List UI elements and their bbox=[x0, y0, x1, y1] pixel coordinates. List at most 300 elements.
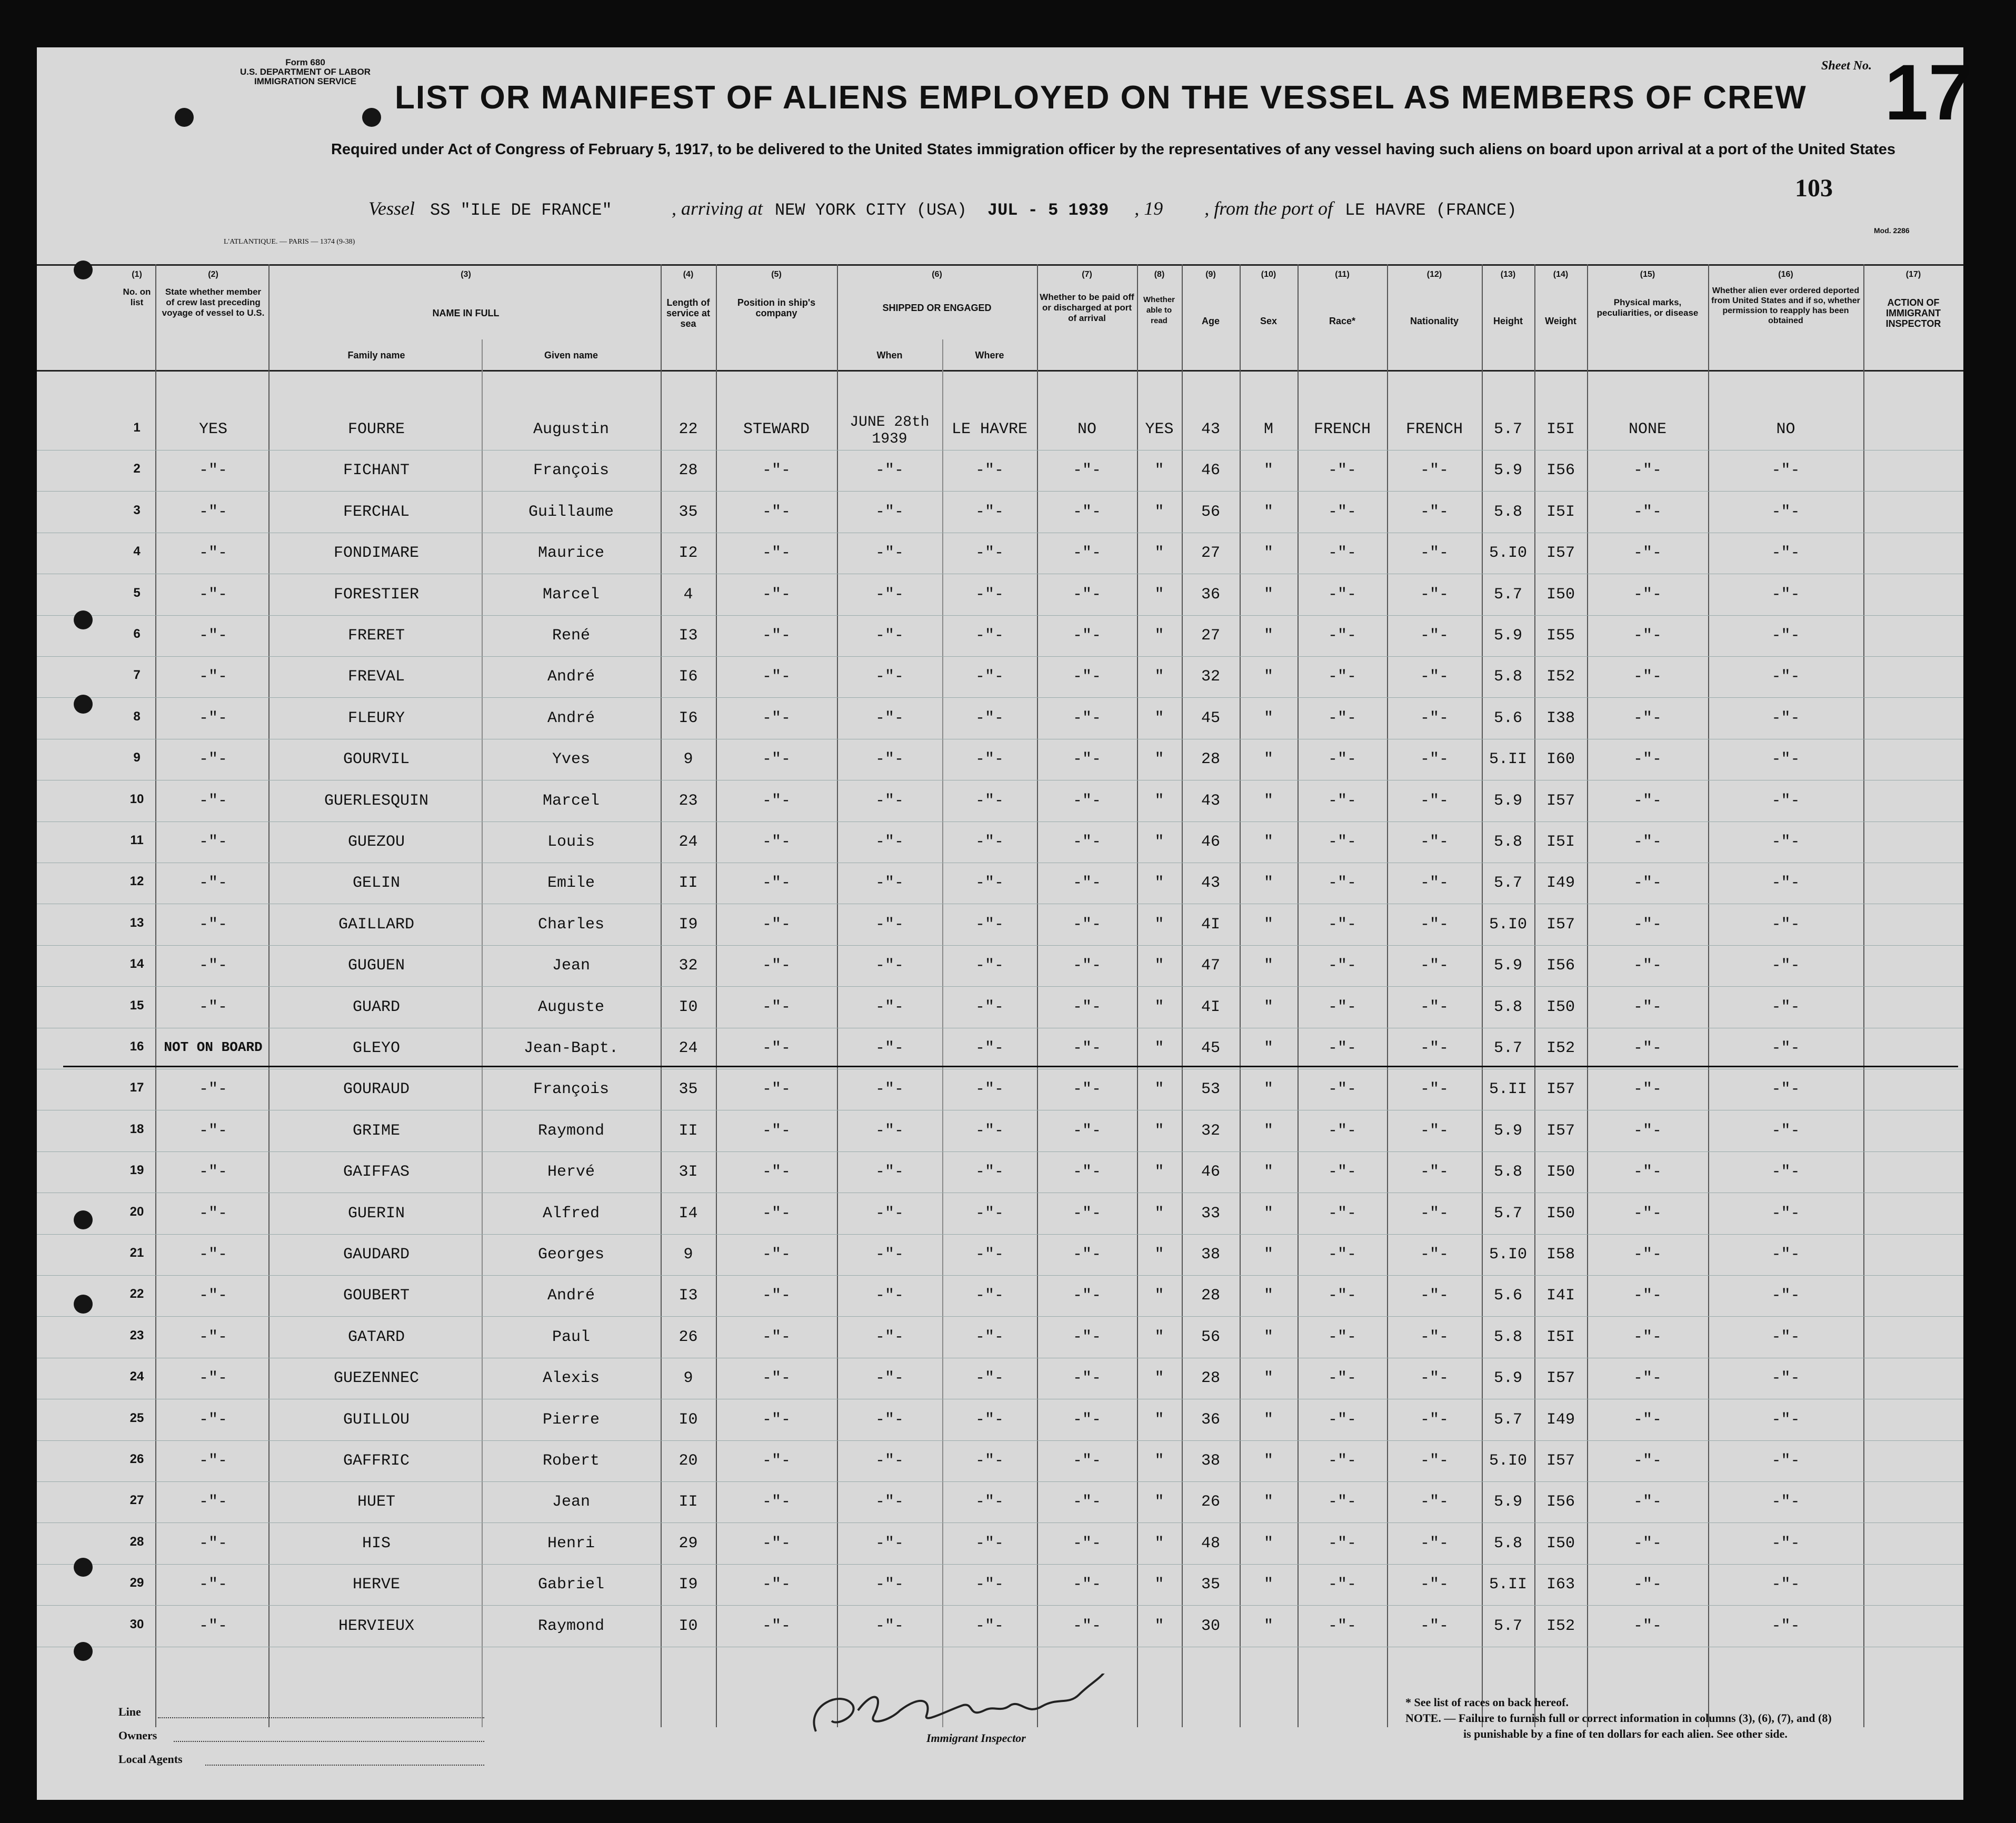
cell-prev: -"- bbox=[198, 915, 227, 934]
table-row bbox=[37, 739, 1963, 780]
cell-service: 9 bbox=[683, 1369, 693, 1388]
cell-where: -"- bbox=[975, 915, 1004, 934]
cell-sex: " bbox=[1263, 1121, 1273, 1140]
cell-family: GLEYO bbox=[352, 1039, 400, 1057]
cell-deported: -"- bbox=[1771, 1328, 1800, 1346]
cell-when: -"- bbox=[875, 1410, 904, 1429]
cell-age: 36 bbox=[1201, 585, 1220, 604]
cell-position: -"- bbox=[762, 1080, 791, 1099]
cell-position: -"- bbox=[762, 1493, 791, 1511]
cell-no: 9 bbox=[133, 750, 141, 765]
cell-nat: -"- bbox=[1420, 1246, 1449, 1264]
cell-deported: -"- bbox=[1771, 750, 1800, 769]
cell-when: -"- bbox=[875, 585, 904, 604]
cell-marks: -"- bbox=[1633, 750, 1662, 769]
cell-prev: -"- bbox=[198, 792, 227, 810]
cell-deported: -"- bbox=[1771, 1246, 1800, 1264]
cell-position: -"- bbox=[762, 709, 791, 727]
cell-age: 28 bbox=[1201, 1369, 1220, 1388]
cell-family: GUARD bbox=[352, 998, 400, 1016]
cell-age: 38 bbox=[1201, 1246, 1220, 1264]
cell-height: 5.9 bbox=[1493, 1121, 1522, 1140]
sheet-label: Sheet No. bbox=[1821, 59, 1872, 73]
cell-position: -"- bbox=[762, 874, 791, 893]
cell-marks: -"- bbox=[1633, 998, 1662, 1016]
table-row bbox=[37, 656, 1963, 698]
cell-family: GUEZENNEC bbox=[333, 1369, 420, 1388]
cell-where: -"- bbox=[975, 709, 1004, 727]
table-row bbox=[37, 1523, 1963, 1565]
cell-prev: -"- bbox=[198, 750, 227, 769]
cell-nat: -"- bbox=[1420, 1534, 1449, 1552]
cell-age: 35 bbox=[1201, 1576, 1220, 1594]
cell-age: 4I bbox=[1201, 998, 1220, 1016]
cell-age: 38 bbox=[1201, 1452, 1220, 1470]
cell-paid: -"- bbox=[1072, 709, 1101, 727]
cell-prev: -"- bbox=[198, 874, 227, 893]
cell-family: GAUDARD bbox=[343, 1246, 410, 1264]
cell-sex: " bbox=[1263, 462, 1273, 480]
cell-race: -"- bbox=[1328, 709, 1356, 727]
cell-nat: -"- bbox=[1420, 1452, 1449, 1470]
binder-hole bbox=[74, 1642, 93, 1661]
cell-prev: -"- bbox=[198, 1080, 227, 1099]
cell-family: GATARD bbox=[347, 1328, 405, 1346]
cell-no: 12 bbox=[129, 874, 144, 889]
cell-when: -"- bbox=[875, 503, 904, 521]
cell-service: I3 bbox=[678, 1287, 698, 1305]
cell-given: Raymond bbox=[537, 1617, 605, 1635]
col-6-label: SHIPPED OR ENGAGED bbox=[882, 303, 992, 313]
cell-service: 24 bbox=[678, 1039, 698, 1057]
cell-marks: -"- bbox=[1633, 1204, 1662, 1223]
local-agents-label: Local Agents bbox=[118, 1752, 183, 1766]
cell-height: 5.II bbox=[1489, 1080, 1527, 1099]
cell-height: 5.9 bbox=[1493, 1493, 1522, 1511]
cell-read: " bbox=[1154, 750, 1164, 769]
cell-read: " bbox=[1154, 1493, 1164, 1511]
cell-no: 16 bbox=[129, 1039, 144, 1054]
cell-when: -"- bbox=[875, 544, 904, 563]
cell-weight: I55 bbox=[1546, 627, 1575, 645]
cell-height: 5.8 bbox=[1493, 1163, 1522, 1181]
cell-race: -"- bbox=[1328, 957, 1356, 975]
cell-family: GAILLARD bbox=[338, 915, 415, 934]
owners-blank bbox=[174, 1740, 484, 1742]
col-15-number: (15) bbox=[1640, 270, 1655, 279]
col-6-where: Where bbox=[975, 350, 1004, 360]
cell-when: -"- bbox=[875, 1080, 904, 1099]
cell-family: GUGUEN bbox=[347, 957, 405, 975]
form-number: Form 680 bbox=[285, 57, 325, 67]
cell-race: FRENCH bbox=[1313, 420, 1371, 438]
cell-weight: I56 bbox=[1546, 1493, 1575, 1511]
cell-deported: -"- bbox=[1771, 957, 1800, 975]
cell-age: 43 bbox=[1201, 792, 1220, 810]
cell-paid: -"- bbox=[1072, 874, 1101, 893]
cell-race: -"- bbox=[1328, 1121, 1356, 1140]
cell-height: 5.7 bbox=[1493, 420, 1522, 438]
cell-race: -"- bbox=[1328, 833, 1356, 851]
cell-sex: " bbox=[1263, 1080, 1273, 1099]
cell-where: -"- bbox=[975, 1163, 1004, 1181]
cell-service: I6 bbox=[678, 709, 698, 727]
cell-weight: I50 bbox=[1546, 1534, 1575, 1552]
table-row bbox=[37, 1440, 1963, 1482]
cell-nat: -"- bbox=[1420, 462, 1449, 480]
cell-deported: -"- bbox=[1771, 1617, 1800, 1635]
table-row bbox=[37, 822, 1963, 863]
binder-hole bbox=[74, 610, 93, 629]
cell-service: I3 bbox=[678, 627, 698, 645]
cell-where: -"- bbox=[975, 1369, 1004, 1388]
cell-nat: -"- bbox=[1420, 1617, 1449, 1635]
binder-hole bbox=[74, 1295, 93, 1314]
col-8-number: (8) bbox=[1154, 270, 1165, 279]
cell-family: GUERLESQUIN bbox=[324, 792, 429, 810]
col-16-label: Whether alien ever ordered deported from United States and if so, whether permission to reapply has been obtained bbox=[1711, 286, 1860, 325]
col-9-number: (9) bbox=[1205, 270, 1216, 279]
cell-service: 9 bbox=[683, 750, 693, 769]
cell-marks: -"- bbox=[1633, 957, 1662, 975]
cell-prev: -"- bbox=[198, 1534, 227, 1552]
cell-race: -"- bbox=[1328, 1534, 1356, 1552]
cell-position: -"- bbox=[762, 1576, 791, 1594]
vessel-value: SS "ILE DE FRANCE" bbox=[430, 201, 612, 220]
cell-sex: " bbox=[1263, 544, 1273, 563]
cell-nat: -"- bbox=[1420, 1287, 1449, 1305]
cell-sex: " bbox=[1263, 1493, 1273, 1511]
cell-height: 5.6 bbox=[1493, 1287, 1522, 1305]
cell-read: " bbox=[1154, 668, 1164, 686]
owners-label: Owners bbox=[118, 1729, 157, 1742]
cell-when: -"- bbox=[875, 874, 904, 893]
cell-read: " bbox=[1154, 1246, 1164, 1264]
cell-height: 5.I0 bbox=[1489, 915, 1527, 934]
cell-sex: " bbox=[1263, 709, 1273, 727]
cell-position: -"- bbox=[762, 1410, 791, 1429]
manifest-page bbox=[37, 47, 1972, 1800]
col-12-number: (12) bbox=[1426, 270, 1442, 279]
cell-read: " bbox=[1154, 1410, 1164, 1429]
cell-sex: " bbox=[1263, 833, 1273, 851]
cell-prev: -"- bbox=[198, 503, 227, 521]
cell-race: -"- bbox=[1328, 1080, 1356, 1099]
cell-deported: -"- bbox=[1771, 998, 1800, 1016]
cell-no: 20 bbox=[129, 1204, 144, 1219]
cell-where: -"- bbox=[975, 1287, 1004, 1305]
cell-read: " bbox=[1154, 1534, 1164, 1552]
cell-where: -"- bbox=[975, 1576, 1004, 1594]
cell-height: 5.8 bbox=[1493, 1534, 1522, 1552]
cell-paid: -"- bbox=[1072, 1163, 1101, 1181]
cell-age: 45 bbox=[1201, 1039, 1220, 1057]
col-7-label: Whether to be paid off or discharged at port of arrival bbox=[1040, 292, 1134, 323]
table-row bbox=[37, 1399, 1963, 1441]
cell-nat: -"- bbox=[1420, 1576, 1449, 1594]
cell-read: " bbox=[1154, 1452, 1164, 1470]
cell-height: 5.8 bbox=[1493, 833, 1522, 851]
cell-sex: " bbox=[1263, 792, 1273, 810]
cell-marks: -"- bbox=[1633, 544, 1662, 563]
table-row bbox=[37, 492, 1963, 533]
cell-marks: -"- bbox=[1633, 585, 1662, 604]
cell-where: -"- bbox=[975, 627, 1004, 645]
cell-paid: -"- bbox=[1072, 462, 1101, 480]
binder-hole bbox=[74, 261, 93, 279]
cell-service: 9 bbox=[683, 1246, 693, 1264]
cell-paid: -"- bbox=[1072, 750, 1101, 769]
cell-sex: " bbox=[1263, 1204, 1273, 1223]
cell-family: FLEURY bbox=[347, 709, 405, 727]
cell-deported: -"- bbox=[1771, 792, 1800, 810]
cell-no: 17 bbox=[129, 1080, 144, 1095]
cell-service: II bbox=[678, 1493, 698, 1511]
cell-given: Charles bbox=[537, 915, 605, 934]
cell-marks: -"- bbox=[1633, 668, 1662, 686]
cell-sex: " bbox=[1263, 998, 1273, 1016]
arrival-date: JUL - 5 1939 bbox=[987, 201, 1109, 220]
binder-hole bbox=[362, 108, 381, 127]
col-17-number: (17) bbox=[1905, 270, 1921, 279]
cell-paid: -"- bbox=[1072, 957, 1101, 975]
cell-marks: -"- bbox=[1633, 1287, 1662, 1305]
cell-age: 43 bbox=[1201, 874, 1220, 893]
form-header bbox=[232, 58, 379, 86]
cell-height: 5.8 bbox=[1493, 998, 1522, 1016]
cell-given: Raymond bbox=[537, 1121, 605, 1140]
race-note: * See list of races on back hereof. bbox=[1405, 1696, 1569, 1709]
table-row bbox=[37, 1358, 1963, 1399]
cell-weight: I49 bbox=[1546, 1410, 1575, 1429]
col-9-label: Age bbox=[1201, 316, 1220, 326]
cell-position: -"- bbox=[762, 503, 791, 521]
cell-sex: " bbox=[1263, 585, 1273, 604]
cell-race: -"- bbox=[1328, 1204, 1356, 1223]
cell-family: FRERET bbox=[347, 627, 405, 645]
footer-notes bbox=[1405, 1695, 1832, 1742]
cell-where: -"- bbox=[975, 750, 1004, 769]
table-row bbox=[37, 945, 1963, 987]
cell-race: -"- bbox=[1328, 1452, 1356, 1470]
cell-age: 56 bbox=[1201, 503, 1220, 521]
cell-given: Jean-Bapt. bbox=[523, 1039, 619, 1057]
cell-service: I6 bbox=[678, 668, 698, 686]
cell-paid: -"- bbox=[1072, 1287, 1101, 1305]
cell-race: -"- bbox=[1328, 627, 1356, 645]
cell-position: -"- bbox=[762, 915, 791, 934]
cell-read: " bbox=[1154, 709, 1164, 727]
col-14-number: (14) bbox=[1553, 270, 1569, 279]
col-1-label: No. on list bbox=[123, 287, 151, 307]
cell-height: 5.I0 bbox=[1489, 1246, 1527, 1264]
cell-marks: -"- bbox=[1633, 1534, 1662, 1552]
cell-position: -"- bbox=[762, 1039, 791, 1057]
cell-no: 27 bbox=[129, 1493, 144, 1508]
cell-prev: -"- bbox=[198, 1287, 227, 1305]
cell-sex: " bbox=[1263, 750, 1273, 769]
cell-given: Marcel bbox=[542, 792, 600, 810]
cell-marks: NONE bbox=[1628, 420, 1666, 438]
table-row bbox=[37, 1151, 1963, 1193]
cell-deported: -"- bbox=[1771, 668, 1800, 686]
cell-paid: -"- bbox=[1072, 1452, 1101, 1470]
cell-service: 26 bbox=[678, 1328, 698, 1346]
cell-position: -"- bbox=[762, 585, 791, 604]
cell-position: -"- bbox=[762, 462, 791, 480]
cell-deported: -"- bbox=[1771, 833, 1800, 851]
cell-height: 5.7 bbox=[1493, 1617, 1522, 1635]
cell-given: Paul bbox=[552, 1328, 590, 1346]
cell-deported: -"- bbox=[1771, 1410, 1800, 1429]
cell-prev: -"- bbox=[198, 668, 227, 686]
cell-paid: -"- bbox=[1072, 833, 1101, 851]
cell-where: -"- bbox=[975, 1246, 1004, 1264]
col-10-number: (10) bbox=[1261, 270, 1276, 279]
cell-where: -"- bbox=[975, 833, 1004, 851]
table-row bbox=[37, 1028, 1963, 1069]
cell-read: " bbox=[1154, 998, 1164, 1016]
col-11-number: (11) bbox=[1335, 270, 1350, 279]
cell-no: 13 bbox=[129, 915, 144, 930]
cell-when: -"- bbox=[875, 462, 904, 480]
cell-where: -"- bbox=[975, 1080, 1004, 1099]
cell-position: -"- bbox=[762, 1369, 791, 1388]
cell-paid: -"- bbox=[1072, 1534, 1101, 1552]
cell-prev: -"- bbox=[198, 833, 227, 851]
cell-height: 5.9 bbox=[1493, 462, 1522, 480]
cell-when: -"- bbox=[875, 1039, 904, 1057]
cell-family: GELIN bbox=[352, 874, 400, 893]
cell-race: -"- bbox=[1328, 462, 1356, 480]
cell-deported: -"- bbox=[1771, 627, 1800, 645]
table-row bbox=[37, 780, 1963, 822]
cell-height: 5.I0 bbox=[1489, 544, 1527, 563]
cell-where: -"- bbox=[975, 1493, 1004, 1511]
cell-when: -"- bbox=[875, 1617, 904, 1635]
cell-no: 22 bbox=[129, 1287, 144, 1301]
inspector-label: Immigrant Inspector bbox=[926, 1731, 1026, 1745]
cell-where: -"- bbox=[975, 1328, 1004, 1346]
cell-paid: -"- bbox=[1072, 998, 1101, 1016]
cell-where: -"- bbox=[975, 1617, 1004, 1635]
cell-deported: -"- bbox=[1771, 544, 1800, 563]
cell-height: 5.8 bbox=[1493, 503, 1522, 521]
cell-service: 35 bbox=[678, 503, 698, 521]
cell-deported: -"- bbox=[1771, 1080, 1800, 1099]
sheet-number: 17 bbox=[1884, 48, 1972, 136]
cell-weight: I57 bbox=[1546, 1369, 1575, 1388]
cell-prev: -"- bbox=[198, 627, 227, 645]
col-10-label: Sex bbox=[1260, 316, 1278, 326]
cell-no: 4 bbox=[133, 544, 141, 559]
table-row bbox=[37, 1564, 1963, 1606]
table-row bbox=[37, 863, 1963, 904]
arriving-value: NEW YORK CITY (USA) bbox=[775, 201, 967, 220]
cell-prev: -"- bbox=[198, 585, 227, 604]
cell-deported: -"- bbox=[1771, 1287, 1800, 1305]
cell-deported: -"- bbox=[1771, 1369, 1800, 1388]
cell-where: -"- bbox=[975, 1534, 1004, 1552]
cell-marks: -"- bbox=[1633, 792, 1662, 810]
cell-family: GAFFRIC bbox=[343, 1452, 410, 1470]
cell-read: " bbox=[1154, 792, 1164, 810]
col-14-label: Weight bbox=[1545, 316, 1576, 326]
cell-prev: -"- bbox=[198, 709, 227, 727]
cell-paid: -"- bbox=[1072, 627, 1101, 645]
cell-nat: -"- bbox=[1420, 1369, 1449, 1388]
cell-deported: -"- bbox=[1771, 874, 1800, 893]
binder-hole bbox=[74, 1558, 93, 1577]
cell-age: 33 bbox=[1201, 1204, 1220, 1223]
cell-nat: -"- bbox=[1420, 998, 1449, 1016]
cell-family: HERVIEUX bbox=[338, 1617, 415, 1635]
cell-position: STEWARD bbox=[743, 420, 810, 438]
cell-height: 5.7 bbox=[1493, 1039, 1522, 1057]
cell-sex: " bbox=[1263, 1452, 1273, 1470]
cell-nat: -"- bbox=[1420, 1163, 1449, 1181]
cell-service: 3I bbox=[678, 1163, 698, 1181]
col-3-label: NAME IN FULL bbox=[432, 308, 500, 318]
year-label: , 19 bbox=[1134, 198, 1163, 219]
col-2-label: State whether member of crew last preceding voyage of vessel to U.S. bbox=[162, 287, 265, 318]
cell-nat: -"- bbox=[1420, 503, 1449, 521]
form-service: IMMIGRATION SERVICE bbox=[254, 76, 356, 86]
cell-when: -"- bbox=[875, 668, 904, 686]
cell-read: " bbox=[1154, 1039, 1164, 1057]
cell-no: 6 bbox=[133, 627, 141, 641]
cell-given: Alexis bbox=[542, 1369, 600, 1388]
cell-no: 19 bbox=[129, 1163, 144, 1178]
cell-marks: -"- bbox=[1633, 1452, 1662, 1470]
cell-given: Robert bbox=[542, 1452, 600, 1470]
cell-family: HERVE bbox=[352, 1576, 400, 1594]
cell-marks: -"- bbox=[1633, 1576, 1662, 1594]
cell-service: I2 bbox=[678, 544, 698, 563]
cell-service: I4 bbox=[678, 1204, 698, 1223]
cell-nat: -"- bbox=[1420, 668, 1449, 686]
cell-when: -"- bbox=[875, 1163, 904, 1181]
cell-nat: -"- bbox=[1420, 627, 1449, 645]
cell-nat: -"- bbox=[1420, 709, 1449, 727]
cell-weight: I57 bbox=[1546, 792, 1575, 810]
cell-nat: -"- bbox=[1420, 1039, 1449, 1057]
cell-sex: " bbox=[1263, 1328, 1273, 1346]
cell-family: FREVAL bbox=[347, 668, 405, 686]
cell-deported: -"- bbox=[1771, 1452, 1800, 1470]
cell-race: -"- bbox=[1328, 1246, 1356, 1264]
cell-given: Emile bbox=[547, 874, 595, 893]
cell-weight: I52 bbox=[1546, 1617, 1575, 1635]
cell-paid: -"- bbox=[1072, 1328, 1101, 1346]
col-6-number: (6) bbox=[932, 270, 942, 279]
cell-family: GOURAUD bbox=[343, 1080, 410, 1099]
cell-deported: -"- bbox=[1771, 1204, 1800, 1223]
cell-paid: -"- bbox=[1072, 1080, 1101, 1099]
cell-read: " bbox=[1154, 915, 1164, 934]
cell-weight: I5I bbox=[1546, 420, 1575, 438]
cell-race: -"- bbox=[1328, 1576, 1356, 1594]
col-1-number: (1) bbox=[132, 270, 142, 279]
cell-read: " bbox=[1154, 1287, 1164, 1305]
table-row bbox=[37, 615, 1963, 657]
cell-when: -"- bbox=[875, 1493, 904, 1511]
cell-weight: I57 bbox=[1546, 1121, 1575, 1140]
cell-service: 35 bbox=[678, 1080, 698, 1099]
cell-sex: " bbox=[1263, 1369, 1273, 1388]
cell-when: -"- bbox=[875, 627, 904, 645]
cell-nat: -"- bbox=[1420, 874, 1449, 893]
